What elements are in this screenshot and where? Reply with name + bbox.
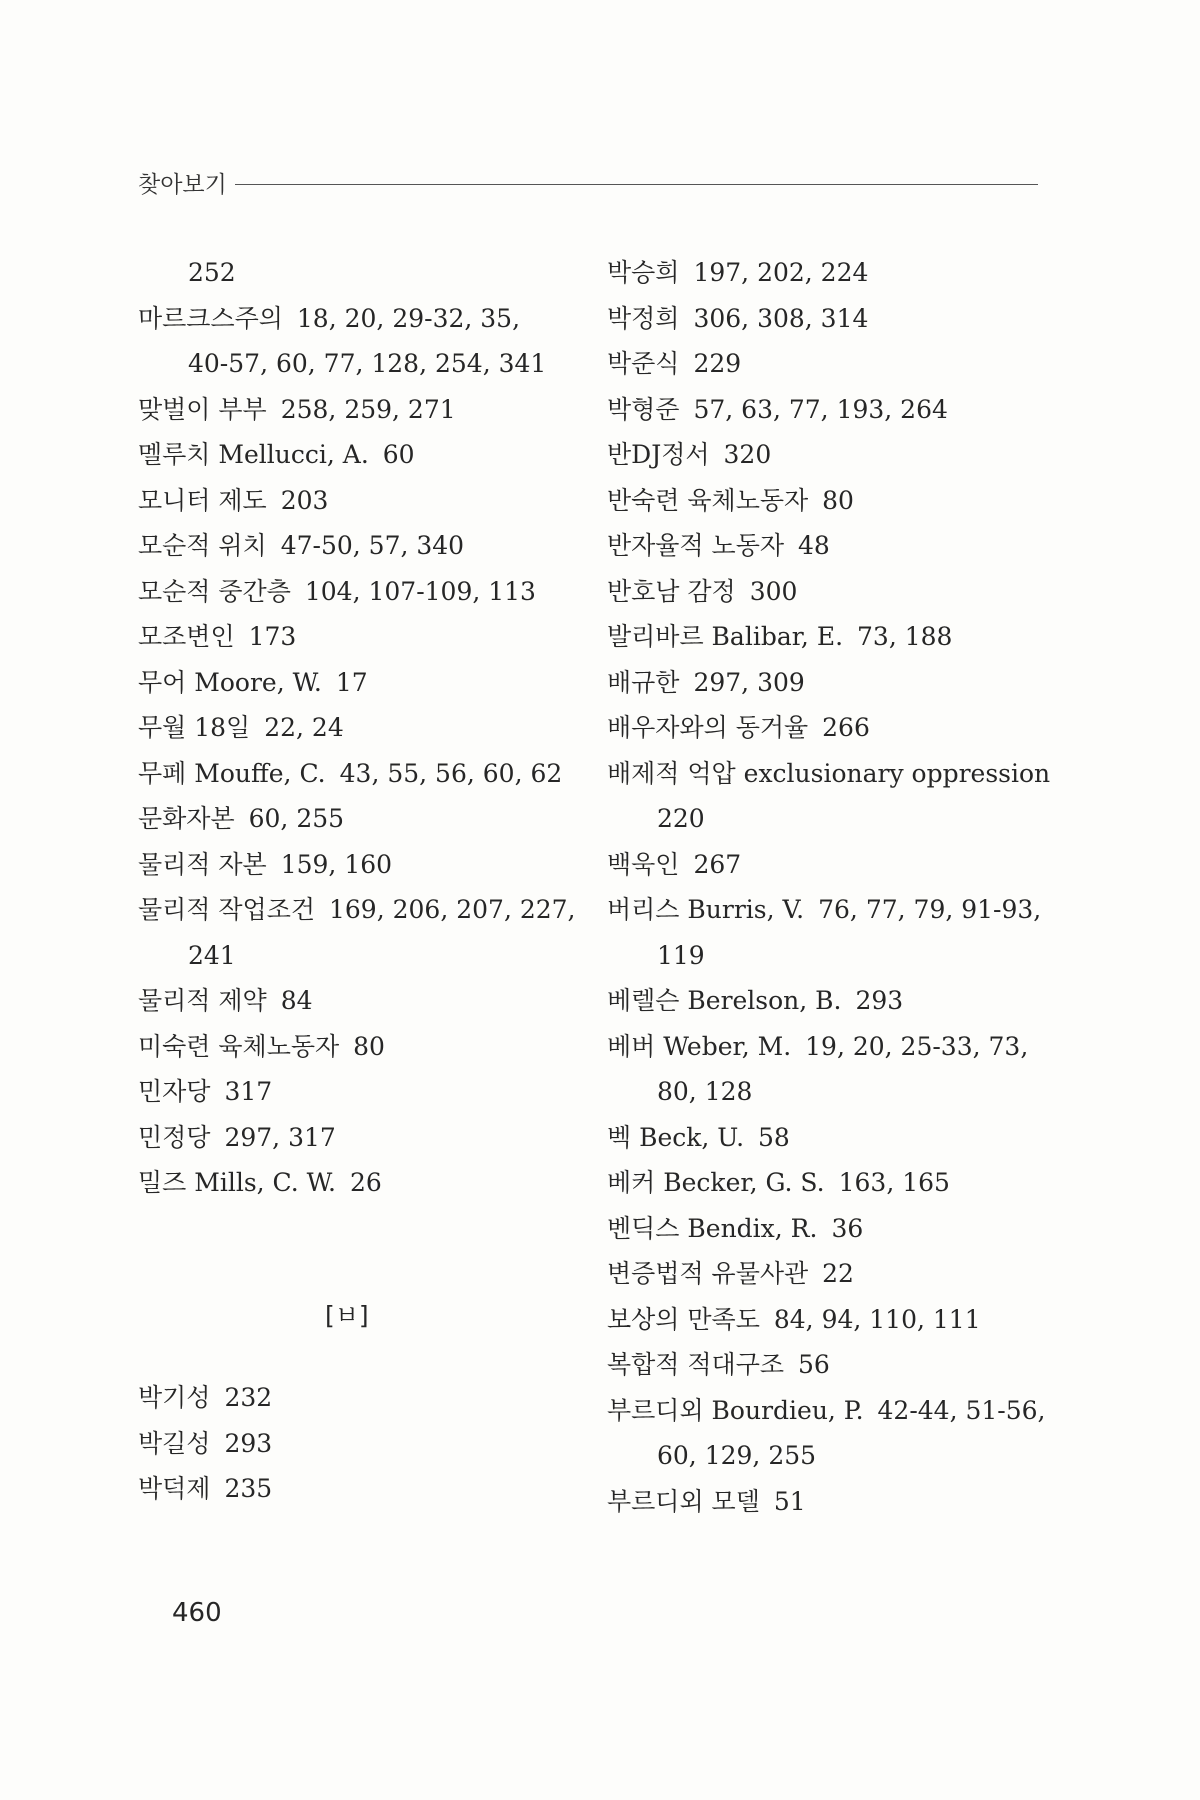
index-entry-continuation bbox=[138, 341, 578, 387]
index-term: 반자율적 노동자 bbox=[607, 531, 784, 560]
index-entry bbox=[607, 614, 1047, 660]
index-pages: 266 bbox=[822, 713, 870, 742]
index-entry bbox=[607, 250, 1047, 296]
index-pages: 51 bbox=[773, 1486, 806, 1516]
index-pages: 57, 63, 77, 193, 264 bbox=[693, 394, 948, 424]
index-column-right bbox=[607, 250, 1051, 1524]
index-term: 모니터 제도 bbox=[138, 485, 267, 515]
index-pages: 73, 188 bbox=[857, 622, 953, 651]
index-term: 베커 Becker, G. S. bbox=[607, 1168, 825, 1197]
index-term: 복합적 적대구조 bbox=[607, 1350, 784, 1379]
index-term: 박준식 bbox=[607, 349, 680, 378]
index-entry bbox=[138, 478, 578, 524]
index-pages: 36 bbox=[831, 1213, 864, 1243]
index-entry bbox=[138, 796, 578, 842]
index-term: 배규한 bbox=[607, 667, 680, 697]
index-entry-continuation bbox=[138, 250, 578, 296]
index-entry bbox=[607, 1297, 1047, 1343]
index-pages: 306, 308, 314 bbox=[693, 303, 869, 333]
index-pages: 104, 107-109, 113 bbox=[304, 576, 536, 606]
index-pages: 47-50, 57, 340 bbox=[280, 531, 465, 560]
index-term: 변증법적 유물사관 bbox=[607, 1259, 809, 1288]
index-entry bbox=[138, 751, 578, 797]
index-entry bbox=[138, 842, 578, 888]
index-term: 박정희 bbox=[607, 303, 680, 333]
index-entry bbox=[138, 569, 578, 615]
index-entry bbox=[607, 1479, 1047, 1525]
index-term: 부르디외 Bourdieu, P. bbox=[607, 1395, 864, 1425]
index-pages: 297, 317 bbox=[224, 1122, 336, 1152]
index-term: 박길성 bbox=[138, 1428, 211, 1458]
index-entry bbox=[607, 705, 1047, 751]
section-heading: [ㅂ] bbox=[325, 1301, 369, 1330]
index-term: 베버 Weber, M. bbox=[607, 1031, 792, 1061]
index-column-left-b bbox=[138, 1375, 578, 1512]
index-entry bbox=[607, 1115, 1047, 1161]
header-rule bbox=[235, 184, 1038, 185]
index-term: 물리적 제약 bbox=[138, 986, 267, 1015]
index-pages: 58 bbox=[758, 1122, 790, 1152]
index-pages: 84, 94, 110, 111 bbox=[773, 1304, 981, 1334]
index-pages: 220 bbox=[657, 804, 705, 833]
index-pages: 80 bbox=[353, 1031, 385, 1061]
index-entry bbox=[607, 660, 1047, 706]
index-term: 모순적 위치 bbox=[138, 531, 267, 560]
index-term: 박기성 bbox=[138, 1383, 211, 1412]
index-term: 박승희 bbox=[607, 258, 680, 287]
index-entry bbox=[607, 978, 1047, 1024]
index-term: 반DJ정서 bbox=[607, 440, 710, 469]
index-term: 베렐슨 Berelson, B. bbox=[607, 986, 842, 1015]
index-pages: 203 bbox=[280, 485, 329, 515]
index-entry bbox=[607, 569, 1047, 615]
index-term: 배제적 억압 exclusionary oppression bbox=[607, 758, 1051, 788]
index-entry bbox=[138, 1115, 578, 1161]
index-pages: 241 bbox=[188, 940, 236, 970]
index-entry bbox=[607, 1251, 1047, 1297]
index-entry bbox=[138, 523, 578, 569]
index-entry bbox=[607, 1206, 1047, 1252]
index-term: 모순적 중간층 bbox=[138, 576, 291, 606]
index-pages: 252 bbox=[188, 258, 236, 287]
index-pages: 300 bbox=[749, 576, 798, 606]
index-pages: 48 bbox=[798, 531, 830, 560]
index-term: 물리적 자본 bbox=[138, 849, 267, 879]
index-pages: 159, 160 bbox=[280, 849, 393, 879]
index-entry bbox=[607, 296, 1047, 342]
index-entry bbox=[138, 1160, 578, 1206]
index-entry bbox=[607, 887, 1047, 933]
index-term: 맞벌이 부부 bbox=[138, 394, 267, 424]
index-entry-continuation bbox=[607, 1433, 1047, 1479]
index-entry bbox=[138, 296, 578, 342]
index-entry bbox=[607, 387, 1047, 433]
index-term: 미숙련 육체노동자 bbox=[138, 1031, 340, 1061]
index-pages: 258, 259, 271 bbox=[280, 394, 456, 424]
index-term: 무어 Moore, W. bbox=[138, 667, 322, 697]
index-entry bbox=[607, 1342, 1047, 1388]
index-term: 버리스 Burris, V. bbox=[607, 895, 805, 924]
index-pages: 19, 20, 25-33, 73, bbox=[805, 1031, 1029, 1061]
index-entry bbox=[607, 751, 1051, 797]
index-entry bbox=[607, 842, 1047, 888]
index-pages: 293 bbox=[855, 986, 904, 1015]
index-pages: 42-44, 51-56, bbox=[877, 1395, 1046, 1425]
index-entry-continuation bbox=[607, 1069, 1047, 1115]
index-pages: 76, 77, 79, 91-93, bbox=[818, 895, 1042, 924]
index-term: 민자당 bbox=[138, 1077, 211, 1106]
index-term: 마르크스주의 bbox=[138, 303, 283, 333]
index-entry bbox=[607, 1024, 1047, 1070]
index-term: 보상의 만족도 bbox=[607, 1304, 760, 1334]
index-term: 문화자본 bbox=[138, 804, 235, 833]
index-term: 박형준 bbox=[607, 394, 680, 424]
index-pages: 22 bbox=[822, 1259, 854, 1288]
index-entry bbox=[138, 1069, 578, 1115]
running-head bbox=[138, 166, 1038, 199]
index-pages: 56 bbox=[798, 1350, 830, 1379]
index-entry bbox=[607, 1388, 1047, 1434]
index-pages: 26 bbox=[349, 1168, 382, 1197]
index-pages: 119 bbox=[657, 940, 705, 970]
index-pages: 169, 206, 207, 227, bbox=[329, 895, 576, 924]
index-entry bbox=[138, 660, 578, 706]
index-pages: 267 bbox=[693, 849, 742, 879]
index-term: 배우자와의 동거율 bbox=[607, 713, 809, 742]
index-term: 무월 18일 bbox=[138, 713, 251, 742]
index-pages: 197, 202, 224 bbox=[693, 258, 869, 287]
index-entry bbox=[138, 1375, 578, 1421]
index-pages: 80, 128 bbox=[657, 1077, 753, 1106]
index-pages: 17 bbox=[335, 667, 368, 697]
index-term: 물리적 작업조건 bbox=[138, 895, 315, 924]
index-term: 모조변인 bbox=[138, 622, 235, 651]
index-entry bbox=[138, 705, 578, 751]
index-entry bbox=[607, 478, 1047, 524]
index-entry-continuation bbox=[138, 933, 578, 979]
index-pages: 297, 309 bbox=[693, 667, 805, 697]
index-term: 벡 Beck, U. bbox=[607, 1122, 745, 1152]
index-entry bbox=[138, 1421, 578, 1467]
index-pages: 22, 24 bbox=[264, 713, 344, 742]
index-term: 반호남 감정 bbox=[607, 576, 736, 606]
index-pages: 232 bbox=[224, 1383, 273, 1412]
page-number: 460 bbox=[172, 1598, 222, 1628]
index-entry bbox=[138, 1466, 578, 1512]
index-pages: 317 bbox=[224, 1077, 273, 1106]
index-pages: 60, 129, 255 bbox=[657, 1441, 817, 1470]
index-term: 백욱인 bbox=[607, 849, 680, 879]
index-entry-continuation bbox=[607, 933, 1047, 979]
index-entry bbox=[607, 523, 1047, 569]
index-entry bbox=[138, 1024, 578, 1070]
index-entry bbox=[138, 978, 578, 1024]
index-entry bbox=[607, 341, 1047, 387]
index-term: 무페 Mouffe, C. bbox=[138, 758, 326, 788]
index-entry bbox=[138, 887, 578, 933]
index-term: 멜루치 Mellucci, A. bbox=[138, 440, 369, 469]
index-entry bbox=[138, 432, 578, 478]
index-term: 발리바르 Balibar, E. bbox=[607, 622, 844, 651]
index-pages: 320 bbox=[723, 440, 772, 469]
index-column-left bbox=[138, 250, 578, 1206]
index-pages: 43, 55, 56, 60, 62 bbox=[339, 758, 563, 788]
index-entry bbox=[138, 614, 578, 660]
index-term: 박덕제 bbox=[138, 1474, 211, 1503]
index-pages: 163, 165 bbox=[838, 1168, 950, 1197]
index-pages: 293 bbox=[224, 1428, 273, 1458]
index-entry bbox=[607, 432, 1047, 478]
index-pages: 229 bbox=[693, 349, 742, 378]
index-pages: 173 bbox=[248, 622, 297, 651]
index-entry-continuation bbox=[607, 796, 1047, 842]
index-pages: 235 bbox=[224, 1474, 273, 1503]
index-term: 반숙련 육체노동자 bbox=[607, 485, 809, 515]
index-pages: 18, 20, 29-32, 35, bbox=[296, 303, 521, 333]
index-pages: 80 bbox=[822, 485, 854, 515]
index-term: 부르디외 모델 bbox=[607, 1486, 760, 1516]
index-pages: 40-57, 60, 77, 128, 254, 341 bbox=[188, 349, 547, 378]
index-pages: 60 bbox=[382, 440, 415, 469]
index-term: 민정당 bbox=[138, 1122, 211, 1152]
index-pages: 84 bbox=[280, 986, 313, 1015]
index-entry bbox=[607, 1160, 1047, 1206]
running-head-label: 찾아보기 bbox=[138, 172, 227, 198]
index-term: 밀즈 Mills, C. W. bbox=[138, 1168, 336, 1197]
index-pages: 60, 255 bbox=[248, 804, 345, 833]
index-entry bbox=[138, 387, 578, 433]
index-term: 벤딕스 Bendix, R. bbox=[607, 1213, 818, 1243]
